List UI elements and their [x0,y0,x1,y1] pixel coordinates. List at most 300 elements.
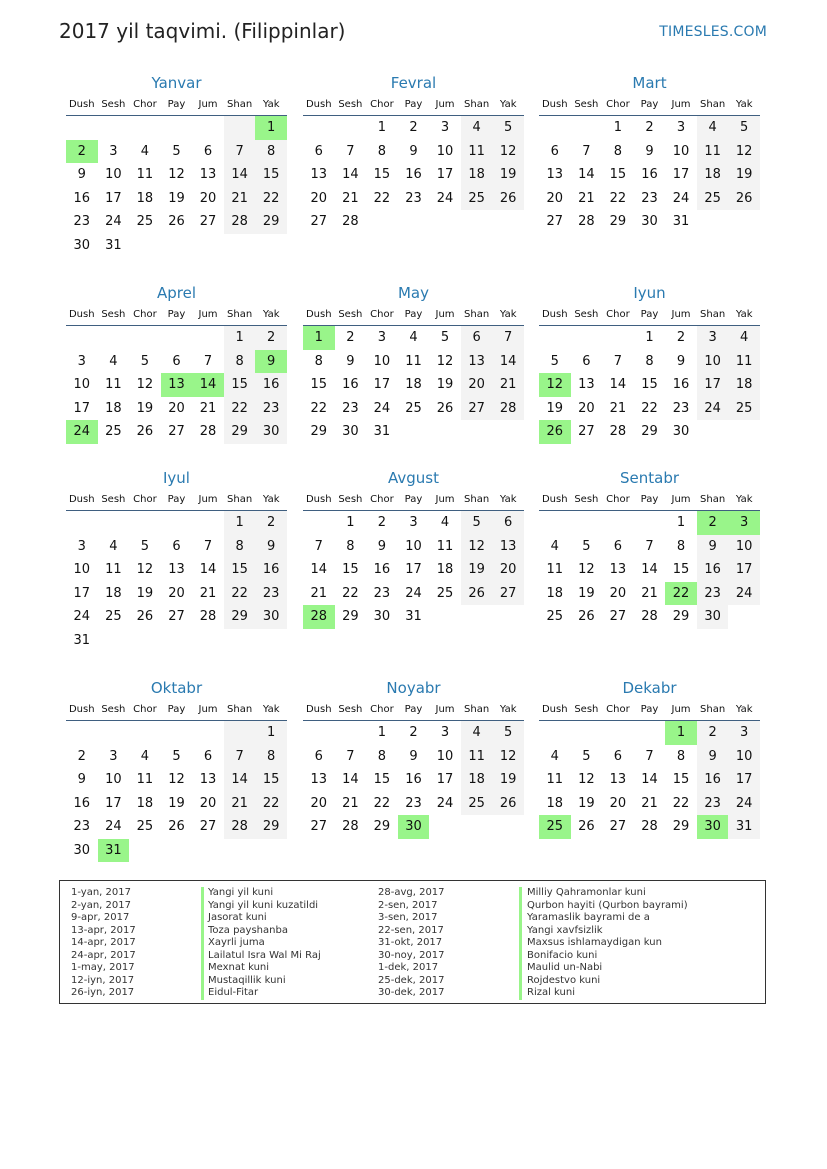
day-cell: 30 [398,815,430,839]
empty-cell [461,605,493,629]
day-cell: 17 [728,558,760,582]
day-cell: 15 [224,558,256,582]
day-cell: 13 [199,772,217,788]
weekday-header: Chor [366,93,398,116]
day-cell: 26 [728,187,760,211]
day-cell: 30 [697,605,729,629]
weekday-header: Shan [461,93,493,116]
weekday-header: Pay [398,303,430,326]
weekday-header: Pay [634,303,666,326]
day-cell: 17 [697,373,729,397]
day-cell: 14 [609,377,627,393]
day-cell: 18 [436,562,454,578]
empty-cell [98,629,130,653]
day-cell: 27 [310,819,328,835]
day-cell: 7 [224,140,256,164]
day-cell: 6 [461,326,493,350]
day-cell: 19 [436,377,454,393]
weekday-header: Chor [129,698,161,721]
day-cell: 7 [203,353,213,369]
day-cell: 10 [105,772,122,788]
weekday-header: Chor [602,93,634,116]
weekday-header: Dush [66,698,98,721]
day-cell: 18 [105,400,122,416]
day-cell: 16 [697,768,729,792]
day-cell: 27 [492,582,524,606]
day-cell: 1 [224,326,256,350]
holiday-name: Jasorat kuni [208,912,267,923]
day-cell: 26 [578,609,595,625]
day-cell: 23 [73,819,91,835]
holiday-divider-left [201,887,204,1000]
day-cell: 5 [440,330,450,346]
holiday-date: 26-iyn, 2017 [71,987,135,998]
day-cell: 13 [578,377,595,393]
day-cell: 19 [168,190,185,206]
day-cell: 16 [405,167,422,183]
day-cell: 29 [224,420,256,444]
empty-cell [255,839,287,863]
day-cell: 18 [728,373,760,397]
empty-cell [161,234,193,258]
day-cell: 23 [697,792,729,816]
day-cell: 28 [641,819,658,835]
day-cell: 21 [199,585,217,601]
day-cell: 19 [461,558,493,582]
empty-cell [429,210,461,234]
day-cell: 8 [676,748,686,764]
day-cell: 21 [310,585,328,601]
day-cell: 1 [676,515,686,531]
day-cell: 13 [461,350,493,374]
day-cell: 13 [168,562,185,578]
day-cell: 9 [77,772,86,788]
month-dekabr [539,678,760,839]
day-cell: 10 [373,353,391,369]
day-cell: 6 [492,511,524,535]
weekday-header: Dush [303,698,335,721]
day-cell: 3 [697,326,729,350]
weekday-header: Jum [665,488,697,511]
empty-cell [461,815,493,839]
day-cell: 23 [255,582,287,606]
day-cell: 18 [136,795,154,811]
day-cell: 18 [405,377,422,393]
day-cell: 22 [373,190,391,206]
day-cell: 18 [546,795,564,811]
day-cell: 30 [255,420,287,444]
day-cell: 20 [310,190,328,206]
empty-cell [634,511,666,535]
weekday-header: Chor [129,93,161,116]
day-cell: 4 [550,748,559,764]
holiday-date: 12-iyn, 2017 [71,974,135,986]
day-cell: 15 [672,562,690,578]
day-cell: 28 [492,397,524,421]
weekday-header: Sesh [335,698,367,721]
day-cell: 20 [609,585,627,601]
holiday-name: Yaramaslik bayrami de a [527,912,650,923]
weekday-header: Dush [539,488,571,511]
day-cell: 27 [461,397,493,421]
day-cell: 8 [314,353,323,369]
weekday-header: Jum [665,303,697,326]
day-cell: 21 [641,795,658,811]
day-cell: 30 [672,424,690,440]
day-cell: 27 [199,214,217,230]
holiday-name: Yangi xavfsizlik [527,924,603,936]
day-cell: 27 [578,424,595,440]
day-cell: 6 [203,748,213,764]
day-cell: 17 [73,585,91,601]
weekday-header: Jum [429,303,461,326]
day-cell: 16 [255,373,287,397]
day-cell: 15 [255,768,287,792]
day-cell: 11 [105,562,122,578]
day-cell: 2 [676,330,686,346]
day-cell: 6 [314,748,323,764]
day-cell: 20 [310,795,328,811]
day-cell: 14 [641,562,658,578]
day-cell: 14 [492,350,524,374]
day-cell: 3 [377,330,387,346]
empty-cell [129,839,161,863]
holiday-date: 1-yan, 2017 [71,887,131,898]
weekday-header: Sesh [571,303,603,326]
empty-cell [728,605,760,629]
day-cell: 14 [224,163,256,187]
day-cell: 8 [377,143,387,159]
empty-cell [192,326,224,350]
weekday-header: Pay [161,488,193,511]
day-cell: 1 [224,511,256,535]
day-cell: 13 [546,167,564,183]
day-cell: 19 [492,163,524,187]
day-cell: 10 [73,377,91,393]
month-oktabr [66,678,287,862]
holiday-date: 28-avg, 2017 [378,887,445,898]
empty-cell [66,511,98,535]
day-cell: 2 [409,120,418,136]
empty-cell [602,326,634,350]
day-cell: 22 [310,400,328,416]
day-cell: 13 [492,535,524,559]
holiday-dates-left [71,887,136,1000]
empty-cell [98,116,130,140]
day-cell: 19 [578,585,595,601]
day-cell: 12 [136,562,154,578]
day-cell: 19 [492,768,524,792]
day-cell: 17 [672,167,690,183]
day-cell: 29 [255,815,287,839]
day-cell: 9 [346,353,355,369]
day-cell: 16 [73,190,91,206]
day-cell: 21 [641,585,658,601]
day-cell: 7 [645,538,654,554]
empty-cell [571,511,603,535]
holiday-names-right [527,887,688,1000]
day-cell: 31 [728,815,760,839]
weekday-header: Sesh [571,698,603,721]
day-cell: 9 [77,167,86,183]
weekday-header: Pay [634,93,666,116]
day-cell: 4 [461,116,493,140]
day-cell: 17 [105,190,122,206]
weekday-header: Yak [492,303,524,326]
weekday-header: Pay [161,698,193,721]
weekday-header: Sesh [571,488,603,511]
weekday-header: Chor [129,488,161,511]
day-cell: 11 [728,350,760,374]
holiday-name: Eidul-Fitar [208,987,259,998]
day-cell: 7 [613,353,623,369]
day-cell: 3 [77,353,86,369]
empty-cell [129,326,161,350]
empty-cell [697,210,729,234]
weekday-header: Jum [192,698,224,721]
day-cell: 25 [728,397,760,421]
weekday-header: Dush [303,93,335,116]
day-cell: 22 [255,792,287,816]
day-cell: 27 [310,214,328,230]
day-cell: 18 [546,585,564,601]
day-cell: 31 [73,632,91,648]
day-cell: 7 [314,538,323,554]
empty-cell [161,511,193,535]
empty-cell [697,420,729,444]
holiday-name: Xayrli juma [208,937,265,948]
day-cell: 31 [373,424,391,440]
day-cell: 23 [255,397,287,421]
day-cell: 17 [728,768,760,792]
day-cell: 7 [582,143,591,159]
day-cell: 10 [436,748,454,764]
day-cell: 5 [728,116,760,140]
weekday-header: Yak [492,488,524,511]
day-cell: 8 [255,745,287,769]
day-cell: 27 [199,819,217,835]
day-cell: 7 [645,748,654,764]
day-cell: 12 [136,377,154,393]
day-cell: 1 [255,116,287,140]
empty-cell [129,116,161,140]
day-cell: 2 [346,330,355,346]
site-link[interactable]: TIMESLES.COM [659,24,767,40]
day-cell: 6 [550,143,559,159]
day-cell: 25 [539,815,571,839]
empty-cell [492,815,524,839]
empty-cell [129,234,161,258]
weekday-header: Shan [461,303,493,326]
empty-cell [161,629,193,653]
day-cell: 24 [728,792,760,816]
day-cell: 22 [641,400,658,416]
day-cell: 4 [461,721,493,745]
day-cell: 21 [342,190,359,206]
empty-cell [66,326,98,350]
holiday-date: 31-okt, 2017 [378,937,443,948]
weekday-header: Shan [697,303,729,326]
day-cell: 14 [192,373,224,397]
day-cell: 14 [342,167,359,183]
holiday-name: Bonifacio kuni [527,949,598,961]
day-cell: 3 [109,748,118,764]
day-cell: 30 [342,424,359,440]
weekday-header: Shan [697,488,729,511]
day-cell: 30 [641,214,658,230]
day-cell: 30 [255,605,287,629]
day-cell: 19 [578,795,595,811]
weekday-header: Jum [429,93,461,116]
day-cell: 20 [199,795,217,811]
weekday-header: Pay [398,93,430,116]
day-cell: 14 [310,562,328,578]
day-cell: 9 [676,353,686,369]
empty-cell [224,721,256,745]
day-cell: 7 [203,538,213,554]
weekday-header: Yak [255,488,287,511]
weekday-header: Chor [366,303,398,326]
weekday-header: Dush [66,93,98,116]
day-cell: 31 [405,609,422,625]
weekday-header: Dush [539,698,571,721]
month-iyun [539,283,760,444]
day-cell: 19 [728,163,760,187]
day-cell: 12 [168,167,185,183]
weekday-header: Shan [697,698,729,721]
day-cell: 15 [609,167,627,183]
day-cell: 25 [105,424,122,440]
day-cell: 25 [136,819,154,835]
day-cell: 11 [461,745,493,769]
day-cell: 7 [224,745,256,769]
weekday-header: Shan [224,698,256,721]
day-cell: 25 [105,609,122,625]
day-cell: 6 [314,143,323,159]
month-name: Sentabr [619,469,680,487]
day-cell: 24 [697,397,729,421]
weekday-header: Shan [461,698,493,721]
day-cell: 20 [461,373,493,397]
weekday-header: Sesh [98,303,130,326]
weekday-header: Jum [665,698,697,721]
empty-cell [192,234,224,258]
day-cell: 31 [105,237,122,253]
empty-cell [192,511,224,535]
weekday-header: Shan [697,93,729,116]
day-cell: 12 [728,140,760,164]
month-sentabr [539,468,760,629]
weekday-header: Yak [728,698,760,721]
day-cell: 29 [641,424,658,440]
holiday-date: 13-apr, 2017 [71,924,136,936]
day-cell: 24 [373,400,391,416]
day-cell: 22 [609,190,627,206]
holiday-name: Mustaqillik kuni [208,974,286,986]
day-cell: 28 [224,210,256,234]
day-cell: 10 [672,143,690,159]
weekday-header: Jum [192,93,224,116]
day-cell: 26 [492,187,524,211]
day-cell: 22 [224,582,256,606]
day-cell: 9 [697,535,729,559]
day-cell: 2 [697,721,729,745]
day-cell: 5 [172,748,181,764]
holiday-date: 2-sen, 2017 [378,899,438,911]
day-cell: 1 [346,515,355,531]
month-name: Dekabr [622,679,677,697]
empty-cell [602,511,634,535]
empty-cell [255,629,287,653]
day-cell: 17 [405,562,422,578]
day-cell: 1 [665,721,697,745]
day-cell: 24 [728,582,760,606]
day-cell: 17 [105,795,122,811]
day-cell: 2 [66,140,98,164]
day-cell: 25 [697,187,729,211]
weekday-header: Yak [255,303,287,326]
day-cell: 28 [641,609,658,625]
day-cell: 27 [168,609,185,625]
day-cell: 8 [346,538,355,554]
day-cell: 10 [728,745,760,769]
day-cell: 2 [77,748,86,764]
day-cell: 6 [203,143,213,159]
day-cell: 17 [73,400,91,416]
empty-cell [539,721,571,745]
empty-cell [539,116,571,140]
empty-cell [492,420,524,444]
month-name: Yanvar [151,74,202,92]
weekday-header: Chor [366,488,398,511]
day-cell: 21 [342,795,359,811]
day-cell: 27 [546,214,564,230]
day-cell: 12 [539,373,571,397]
weekday-header: Yak [492,93,524,116]
day-cell: 28 [342,819,359,835]
day-cell: 28 [609,424,627,440]
day-cell: 19 [168,795,185,811]
day-cell: 23 [405,190,422,206]
day-cell: 5 [582,748,591,764]
weekday-header: Pay [161,303,193,326]
day-cell: 5 [461,511,493,535]
month-name: Mart [632,74,667,92]
weekday-header: Pay [398,488,430,511]
day-cell: 18 [136,190,154,206]
day-cell: 29 [255,210,287,234]
day-cell: 10 [105,167,122,183]
day-cell: 8 [255,140,287,164]
weekday-header: Shan [224,93,256,116]
weekday-header: Shan [224,488,256,511]
day-cell: 5 [140,353,150,369]
day-cell: 17 [436,772,454,788]
day-cell: 26 [578,819,595,835]
day-cell: 13 [161,373,193,397]
month-noyabr [303,678,524,839]
day-cell: 4 [728,326,760,350]
day-cell: 26 [168,214,185,230]
day-cell: 12 [436,353,454,369]
day-cell: 25 [546,609,564,625]
day-cell: 20 [492,558,524,582]
day-cell: 3 [728,721,760,745]
day-cell: 15 [641,377,658,393]
month-fevral [303,73,524,234]
day-cell: 6 [613,748,623,764]
empty-cell [161,721,193,745]
